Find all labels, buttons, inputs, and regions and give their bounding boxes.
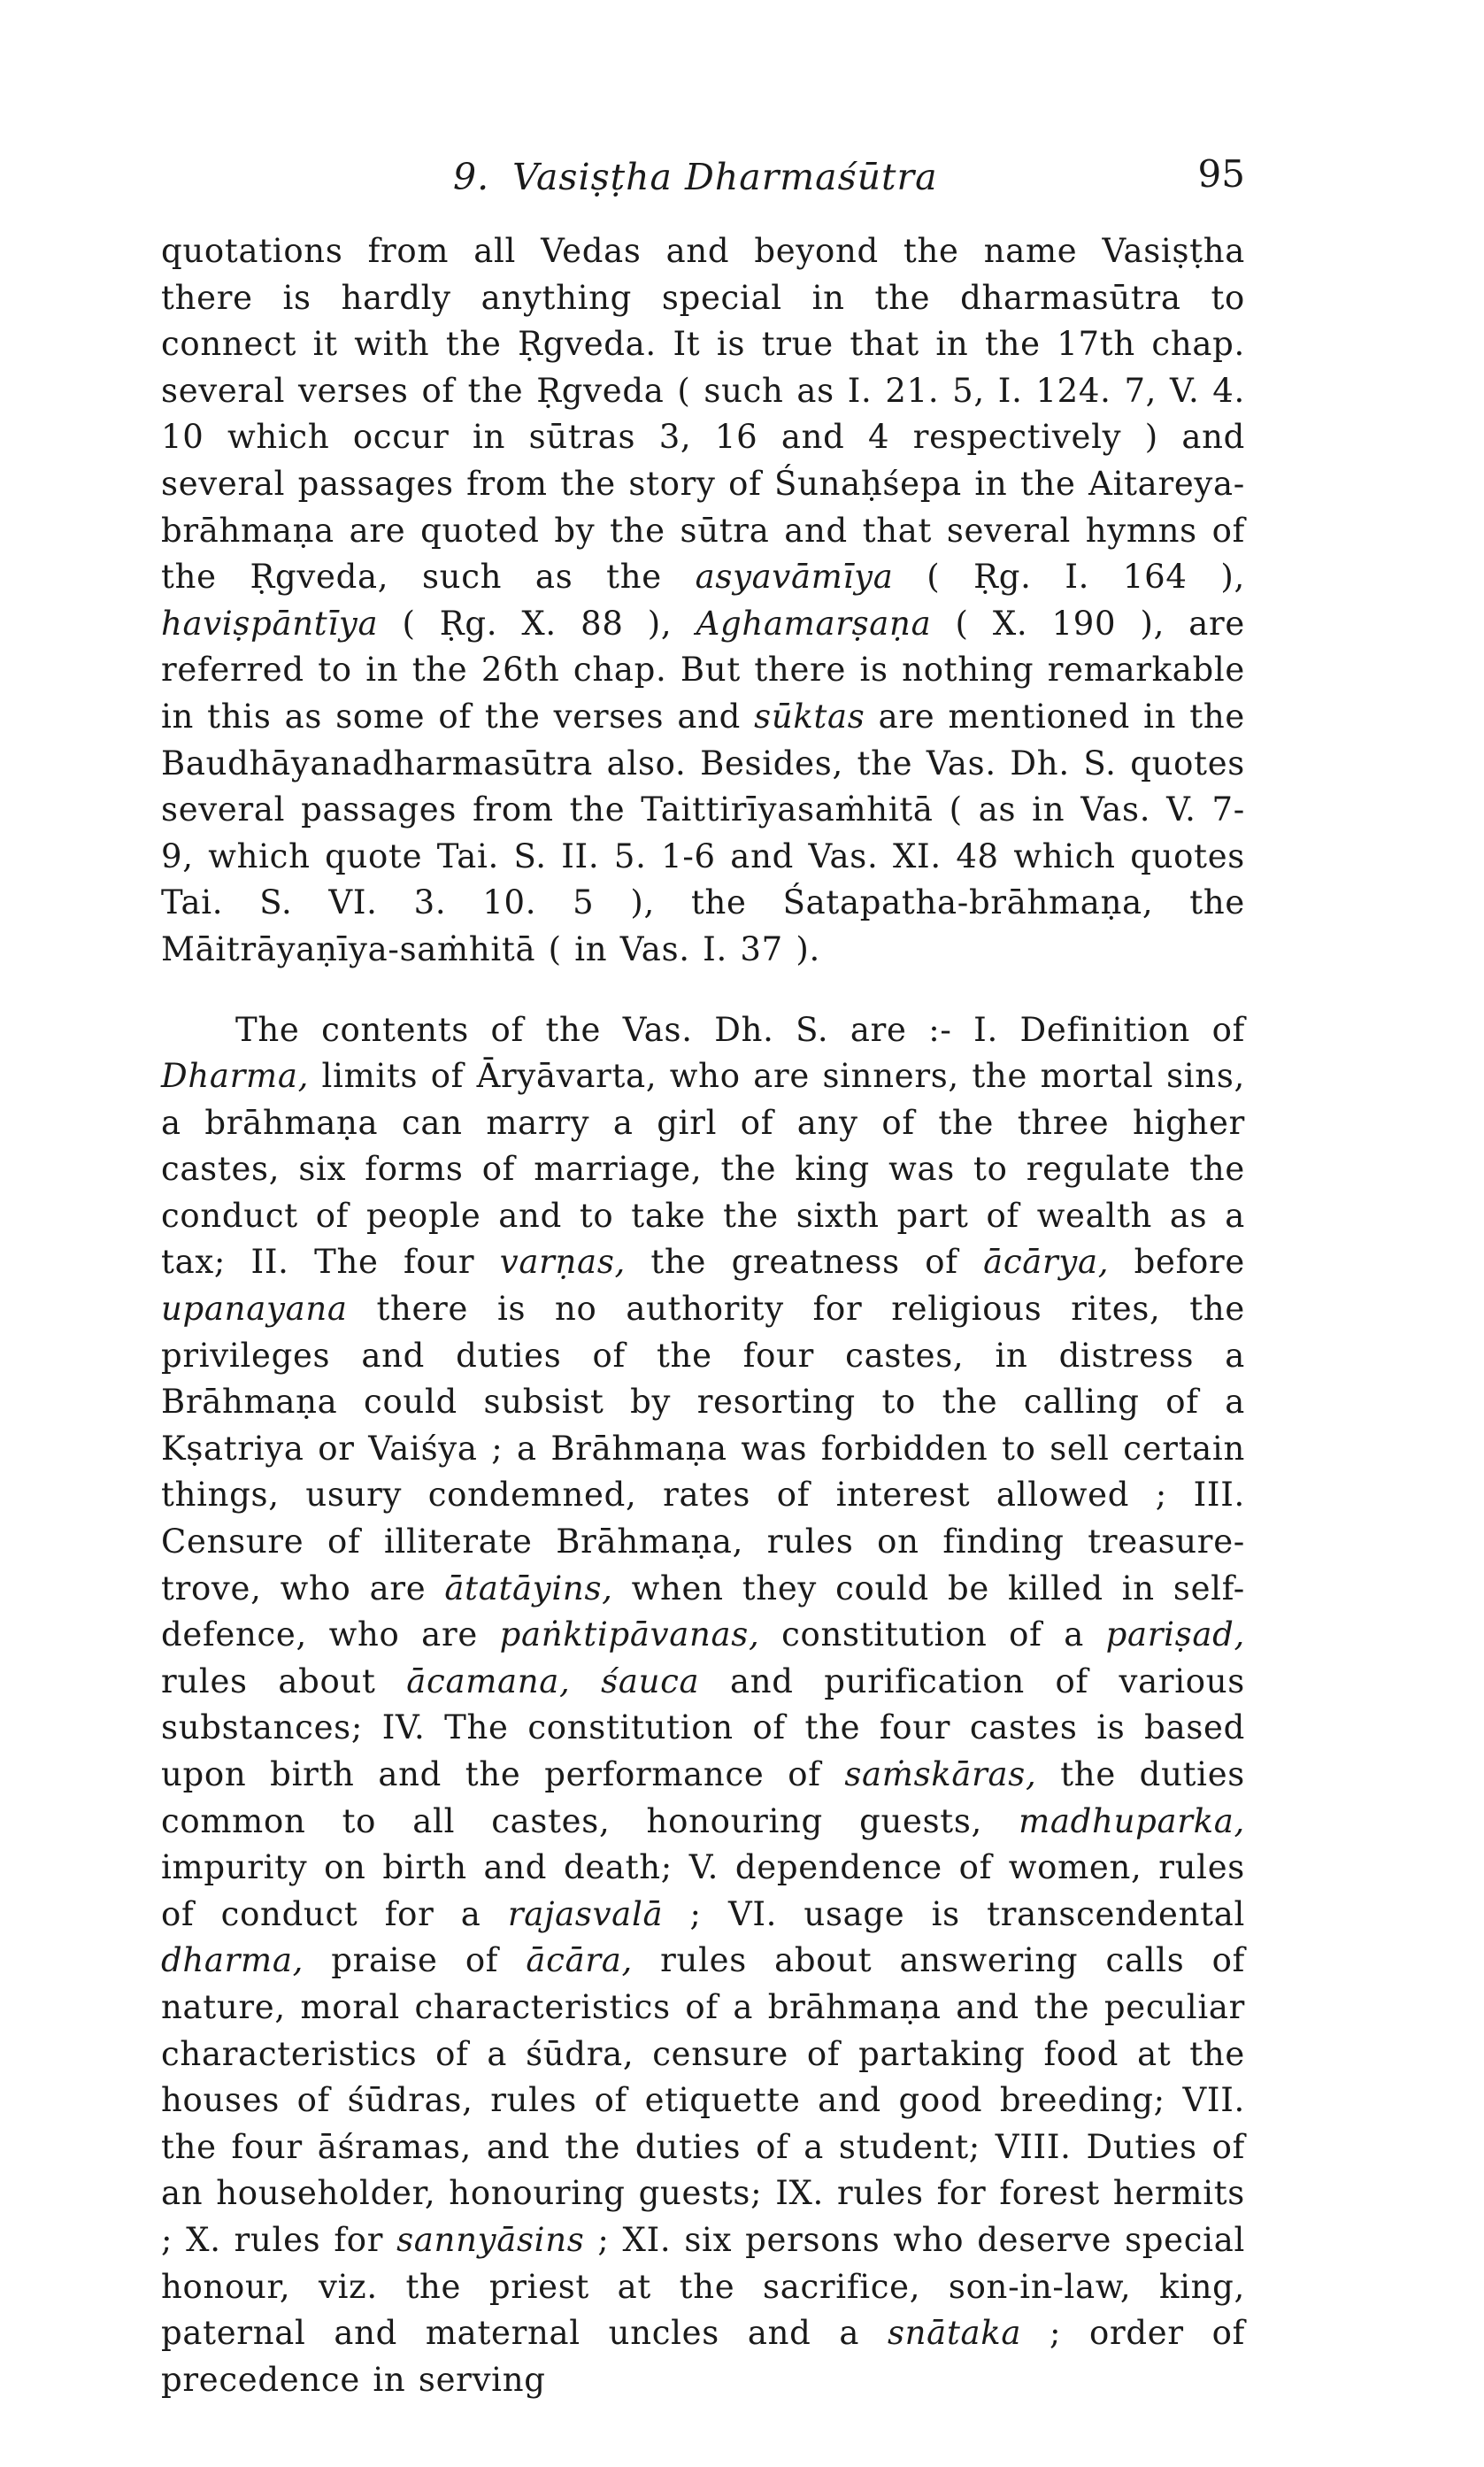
italic-term: pariṣad,: [1105, 1615, 1245, 1654]
text-run: the duties common to all castes, honouring guests,: [161, 1755, 1245, 1840]
page-number: 95: [1197, 152, 1245, 196]
italic-term: asyavāmīya: [695, 558, 894, 597]
chapter-heading: [453, 156, 938, 198]
text-run: the greatness of: [625, 1243, 984, 1282]
italic-term: haviṣpāntīya: [161, 604, 379, 643]
italic-term: madhuparka,: [1019, 1801, 1245, 1840]
text-run: rules about: [161, 1661, 407, 1700]
text-run: are mentioned in the Baudhāyanadharmasūtra also. Besides, the Vas. Dh. S. quotes several passages from the Taittirīyasaṁhitā ( as in Vas. V. 7-9, which quote Tai. S. II. 5. 1-6 and Vas. XI. 48 which quotes Tai. S. VI. 3. 10. 5 ), the Śatapatha-brāhmaṇa, the Māitrāyaṇīya-saṁhitā ( in Vas. I. 37 ).: [161, 697, 1245, 968]
text-run: when they could be killed in self-defence, who are: [161, 1569, 1245, 1654]
italic-term: upanayana: [161, 1290, 348, 1329]
text-run: ( Ṛg. X. 88 ),: [378, 604, 696, 643]
italic-term: paṅktipāvanas,: [499, 1615, 760, 1654]
paragraph-vedic-quotations: [161, 228, 1245, 974]
italic-term: ātatāyins,: [444, 1569, 613, 1607]
italic-term: sannyāsins: [396, 2220, 585, 2259]
text-run: praise of: [304, 1941, 527, 1980]
italic-term: Aghamarṣaṇa: [696, 604, 932, 643]
text-run: there is no authority for religious rites, the privileges and duties of the four castes, in distress a Brāhmaṇa could subsist by resorting to the calling of a Kṣatriya or Vaiśya ; a Brāhmaṇa was forbidden to sell certain things, usury condemned, rates of interest allowed ; III. Censure of illiterate Brāhmaṇa, rules on finding treasure-trove, who are: [161, 1290, 1245, 1607]
italic-term: snātaka: [887, 2314, 1022, 2353]
italic-term: ācamana,: [406, 1661, 571, 1700]
paragraph-contents: [161, 1007, 1245, 2404]
text-run: [571, 1662, 602, 1700]
text-run: quotations from all Vedas and beyond the name Vasiṣṭha there is hardly anything special in the dharmasūtra to connect it with the Ṛgveda. It is true that in the 17th chap. several verses of the Ṛgveda ( such as I. 21. 5, I. 124. 7, V. 4. 10 which occur in sūtras 3, 16 and 4 respectively ) and several passages from the story of Śunaḥśepa in the Aitareya-brāhmaṇa are quoted by the sūtra and that several hymns of the Ṛgveda, such as the: [161, 232, 1245, 597]
italic-term: sūktas: [754, 697, 865, 736]
italic-term: ācārya,: [983, 1243, 1110, 1282]
italic-term: śauca: [601, 1661, 700, 1700]
running-head: [161, 150, 1245, 212]
text-run: and purification of various substances; IV. The constitution of the four castes is based upon birth and the performance of: [161, 1661, 1245, 1793]
chapter-number: 9.: [453, 156, 490, 198]
italic-term: dharma,: [161, 1941, 304, 1980]
text-run: limits of Āryāvarta, who are sinners, the mortal sins, a brāhmaṇa can marry a girl of any of the three higher castes, six forms of marriage, the king was to regulate the conduct of people and to take the sixth part of wealth as a tax; II. The four: [161, 1057, 1245, 1282]
text-run: rules about answering calls of nature, moral characteristics of a brāhmaṇa and the peculiar characteristics of a śūdra, censure of partaking food at the houses of śūdras, rules of etiquette and good breeding; VII. the four āśramas, and the duties of a student; VIII. Duties of an householder, honouring guests; IX. rules for forest hermits ; X. rules for: [161, 1941, 1246, 2259]
italic-term: saṁskāras,: [844, 1755, 1037, 1793]
italic-term: Dharma,: [161, 1057, 310, 1096]
italic-term: rajasvalā: [507, 1894, 664, 1933]
text-run: ( Ṛg. I. 164 ),: [893, 558, 1245, 597]
text-run: constitution of a: [759, 1615, 1106, 1654]
book-page: [161, 150, 1245, 2417]
italic-term: ācāra,: [526, 1941, 633, 1980]
text-run: before: [1109, 1243, 1246, 1282]
text-run: impurity on birth and death; V. dependence of women, rules of conduct for a: [161, 1848, 1245, 1933]
text-run: ; order of precedence in serving: [161, 2314, 1245, 2399]
text-run: ( X. 190 ), are referred to in the 26th chap. But there is nothing remarkable in this as some of the verses and: [161, 604, 1245, 736]
italic-term: varṇas,: [499, 1243, 626, 1282]
chapter-title: Vasiṣṭha Dharmaśūtra: [512, 156, 938, 198]
text-run: ; XI. six persons who deserve special honour, viz. the priest at the sacrifice, son-in-law, king, paternal and maternal uncles and a: [161, 2220, 1245, 2353]
text-run: ; VI. usage is transcendental: [663, 1894, 1245, 1933]
text-run: The contents of the Vas. Dh. S. are :- I. Definition of: [235, 1010, 1245, 1049]
